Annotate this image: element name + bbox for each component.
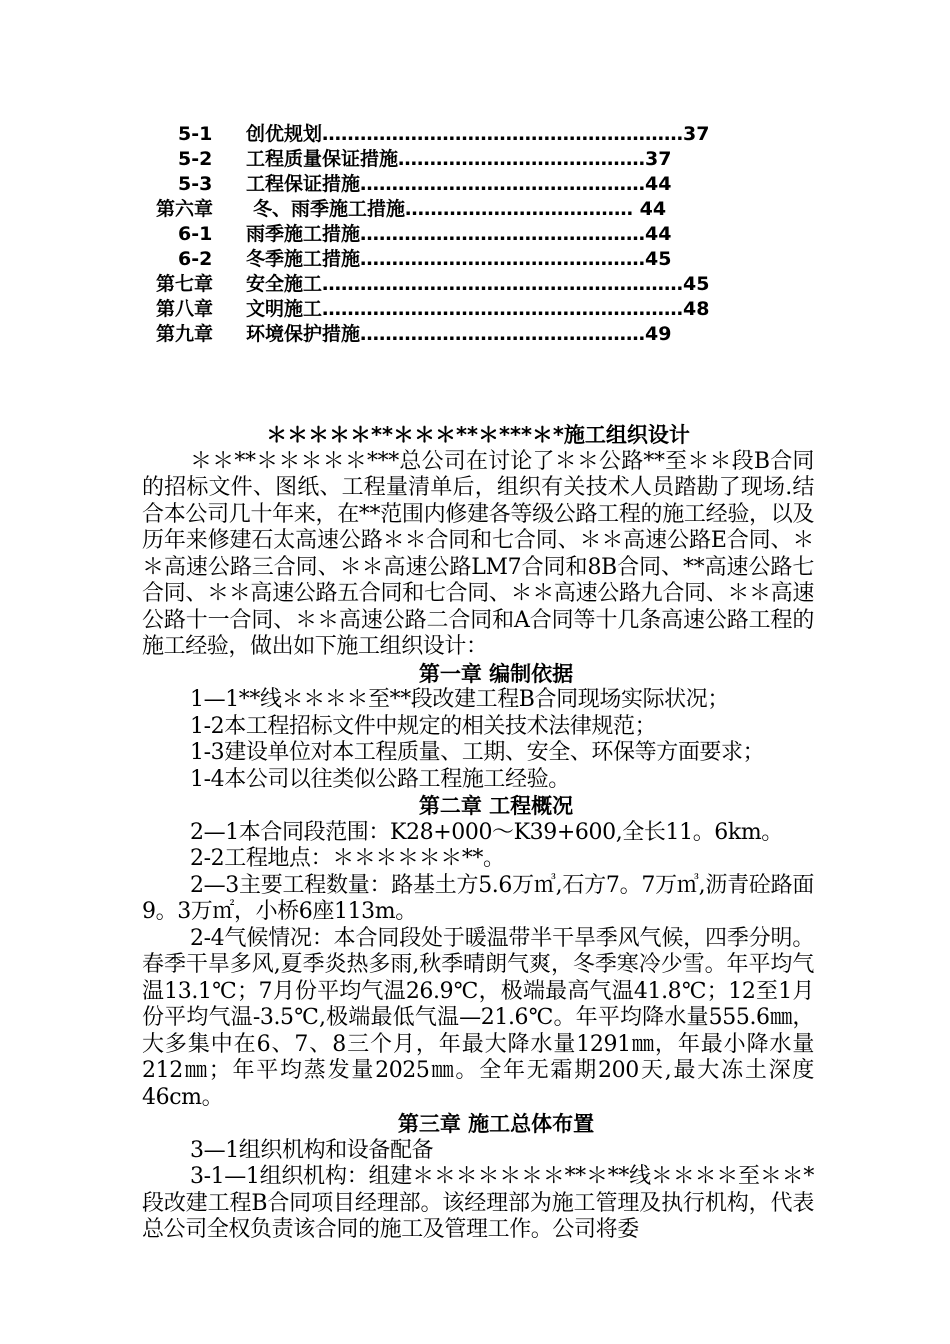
toc-number: 6-1 [178,223,213,245]
toc-entry[interactable] [148,297,748,322]
toc-title: 创优规划…………………………………………………37 [246,123,710,145]
intro-paragraph: ＊＊**＊＊＊＊＊***总公司在讨论了＊＊公路**至＊＊段B合同的招标文件、图纸、工程量清单后，组织有关技术人员踏勘了现场.结合本公司几十年来，在**范围内修建各等级公路工程的施工经验，以及历年来修建石太高速公路＊＊合同和七合同、＊＊高速公路E合同、＊＊高速公路三合同、＊＊高速公路LM7合同和8B合同、**高速公路七合同、＊＊高速公路五合同和七合同、＊＊高速公路九合同、＊＊高速公路十一合同、＊＊高速公路二合同和A合同等十几条高速公路工程的施工经验，做出如下施工组织设计： [142,448,814,659]
chapter-heading: 第三章 施工总体布置 [397,1112,595,1136]
toc-number: 第七章 [156,273,214,295]
toc-title: 文明施工…………………………………………………48 [246,298,710,320]
chapter-item: 1-2本工程招标文件中规定的相关技术法律规范； [190,713,657,739]
chapter-heading: 第一章 编制依据 [418,661,574,686]
chapter-heading: 第二章 工程概况 [418,794,574,818]
toc-entry[interactable] [148,272,748,297]
toc-entry[interactable] [148,222,748,247]
chapter-item: 2-2工程地点：＊＊＊＊＊＊**。 [190,846,505,871]
chapter-item: 2—1本合同段范围：K28+000～K39+600,全长11。6km。 [190,819,783,845]
chapter-item: 3-1—1组织机构：组建＊＊＊＊＊＊＊**＊**线＊＊＊＊至＊＊*段改建工程B合同项目经理部。该经理部为施工管理及执行机构，代表总公司全权负责该合同的施工及管理工作。公司将委 [142,1164,814,1242]
toc-entry[interactable] [148,247,748,272]
toc-title: 冬、雨季施工措施……………………………… 44 [253,198,667,220]
toc-number: 第六章 [156,198,214,220]
toc-entry[interactable] [148,172,748,197]
toc-number: 第八章 [156,298,214,320]
table-of-contents [148,122,748,347]
chapter-item: 1-4本公司以往类似公路工程施工经验。 [190,766,570,792]
document-body [142,422,814,1244]
toc-number: 6-2 [178,248,213,270]
toc-title: 雨季施工措施………………………………………44 [246,223,672,245]
toc-entry[interactable] [148,147,748,172]
toc-title: 安全施工…………………………………………………45 [246,273,710,295]
chapter-item: 2-4气候情况：本合同段处于暖温带半干旱季风气候，四季分明。春季干旱多风,夏季炎热多雨,秋季晴朗气爽，冬季寒冷少雪。年平均气温13.1℃；7月份平均气温26.9℃，极端最高气温41.8℃；12至1月份平均气温-3.5℃,极端最低气温—21.6℃。年平均降水量555.6㎜，大多集中在6、7、8三个月，年最大降水量1291㎜，年最小降水量212㎜；年平均蒸发量2025㎜。全年无霜期200天,最大冻土深度46cm。 [142,925,814,1110]
toc-entry[interactable] [148,197,748,222]
toc-entry[interactable] [148,122,748,147]
chapter-item: 1—1**线＊＊＊＊至**段改建工程B合同现场实际状况； [190,687,729,712]
chapter-item: 3—1组织机构和设备配备 [190,1137,434,1163]
toc-number: 5-2 [178,148,213,170]
toc-entry[interactable] [148,322,748,347]
toc-title: 冬季施工措施………………………………………45 [246,248,672,270]
toc-title: 工程质量保证措施…………………………………37 [246,148,672,170]
document-title: ＊＊＊＊＊**＊＊＊**＊***＊*施工组织设计 [266,423,690,447]
toc-title: 环境保护措施………………………………………49 [246,323,672,345]
toc-title: 工程保证措施………………………………………44 [246,173,672,195]
chapter-item: 1-3建设单位对本工程质量、工期、安全、环保等方面要求； [190,740,765,765]
toc-number: 5-1 [178,123,213,145]
toc-number: 5-3 [178,173,213,195]
chapter-item: 2—3主要工程数量：路基土方5.6万㎥,石方7。7万㎥,沥青砼路面9。3万㎡，小桥6座113m。 [142,872,814,924]
toc-number: 第九章 [156,323,214,345]
